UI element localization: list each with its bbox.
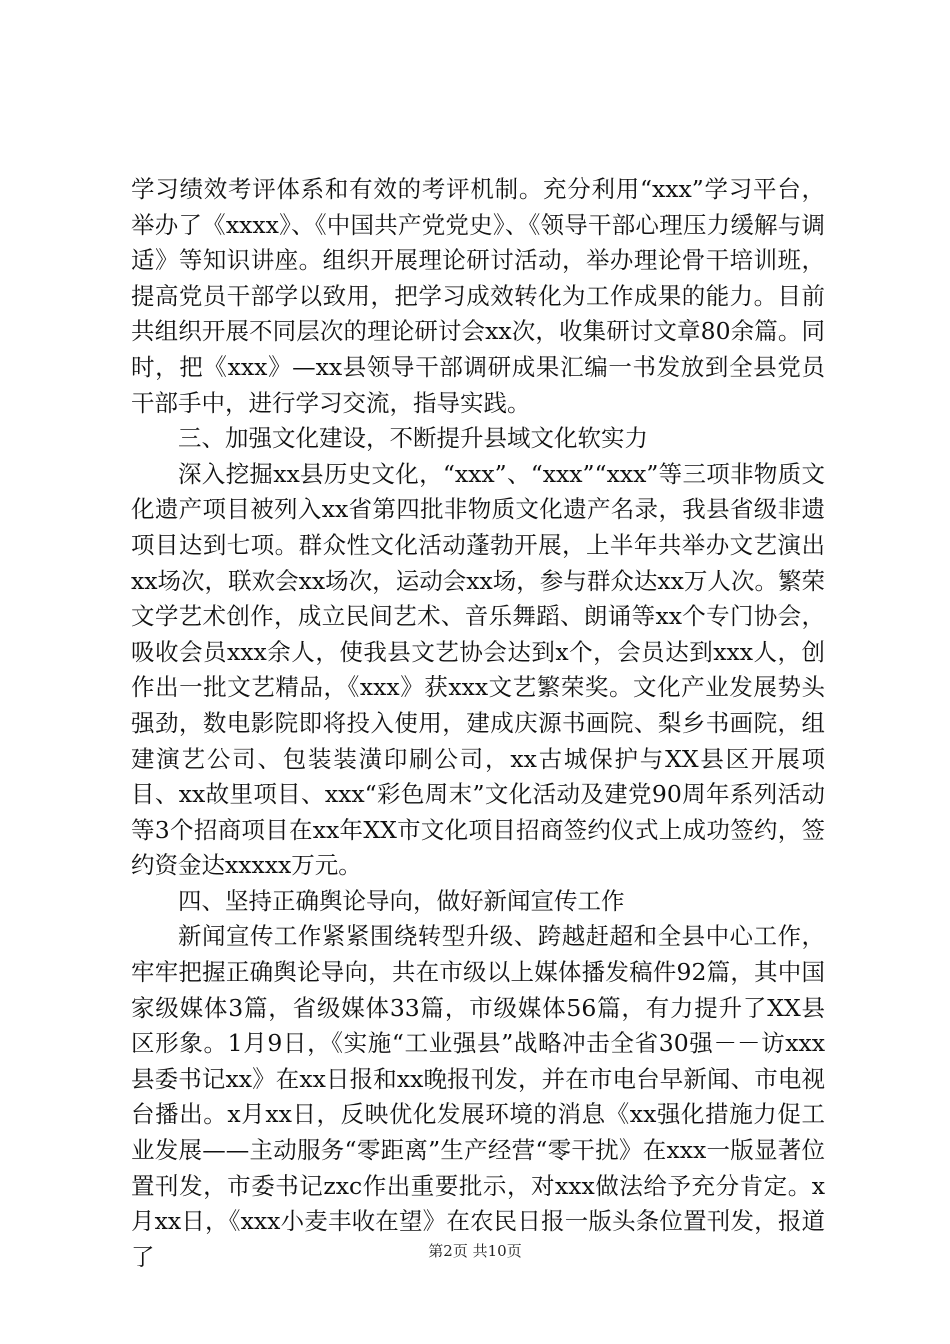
paragraph-continuation: 学习绩效考评体系和有效的考评机制。充分利用“xxx”学习平台，举办了《xxxx》、《中国共产党党史》、《领导干部心理压力缓解与调适》等知识讲座。组织开展理论研讨活动，举办理论骨干培训班，提高党员干部学以致用，把学习成效转化为工作成果的能力。目前共组织开展不同层次的理论研讨会xx次，收集研讨文章80余篇。同时，把《xxx》—xx县领导干部调研成果汇编一书发放到全县党员干部手中，进行学习交流，指导实践。 <box>131 175 825 417</box>
paragraph-culture: 深入挖掘xx县历史文化，“xxx”、“xxx”“xxx”等三项非物质文化遗产项目被列入xx省第四批非物质文化遗产名录，我县省级非遗项目达到七项。群众性文化活动蓬勃开展，上半年共举办文艺演出xx场次，联欢会xx场次，运动会xx场，参与群众达xx万人次。繁荣文学艺术创作，成立民间艺术、音乐舞蹈、朗诵等xx个专门协会，吸收会员xxx余人，使我县文艺协会达到x个，会员达到xxx人，创作出一批文艺精品，《xxx》获xxx文艺繁荣奖。文化产业发展势头强劲，数电影院即将投入使用，建成庆源书画院、梨乡书画院，组建演艺公司、包装装潢印刷公司，xx古城保护与XX县区开展项目、xx故里项目、xxx“彩色周末”文化活动及建党90周年系列活动等3个招商项目在xx年XX市文化项目招商签约仪式上成功签约，签约资金达xxxxx万元。 <box>131 459 825 880</box>
section-heading-3: 三、加强文化建设，不断提升县域文化软实力 <box>178 424 648 453</box>
section-heading-4: 四、坚持正确舆论导向，做好新闻宣传工作 <box>178 886 625 915</box>
paragraph-news: 新闻宣传工作紧紧围绕转型升级、跨越赶超和全县中心工作，牢牢把握正确舆论导向，共在市级以上媒体播发稿件92篇，其中国家级媒体3篇，省级媒体33篇，市级媒体56篇，有力提升了XX县区形象。1月9日，《实施“工业强县”战略冲击全省30强－－访xxx县委书记xx》在xx日报和xx晚报刊发，并在市电台早新闻、市电视台播出。x月xx日，反映优化发展环境的消息《xx强化措施力促工业发展——主动服务“零距离”生产经营“零干扰》在xxx一版显著位置刊发，市委书记zxc作出重要批示，对xxx做法给予充分肯定。x月xx日，《xxx小麦丰收在望》在农民日报一版头条位置刊发，报道了 <box>131 922 825 1271</box>
page-footer <box>0 1241 950 1261</box>
document-body <box>131 172 825 1275</box>
page-number-label: 第2页 共10页 <box>428 1242 522 1260</box>
